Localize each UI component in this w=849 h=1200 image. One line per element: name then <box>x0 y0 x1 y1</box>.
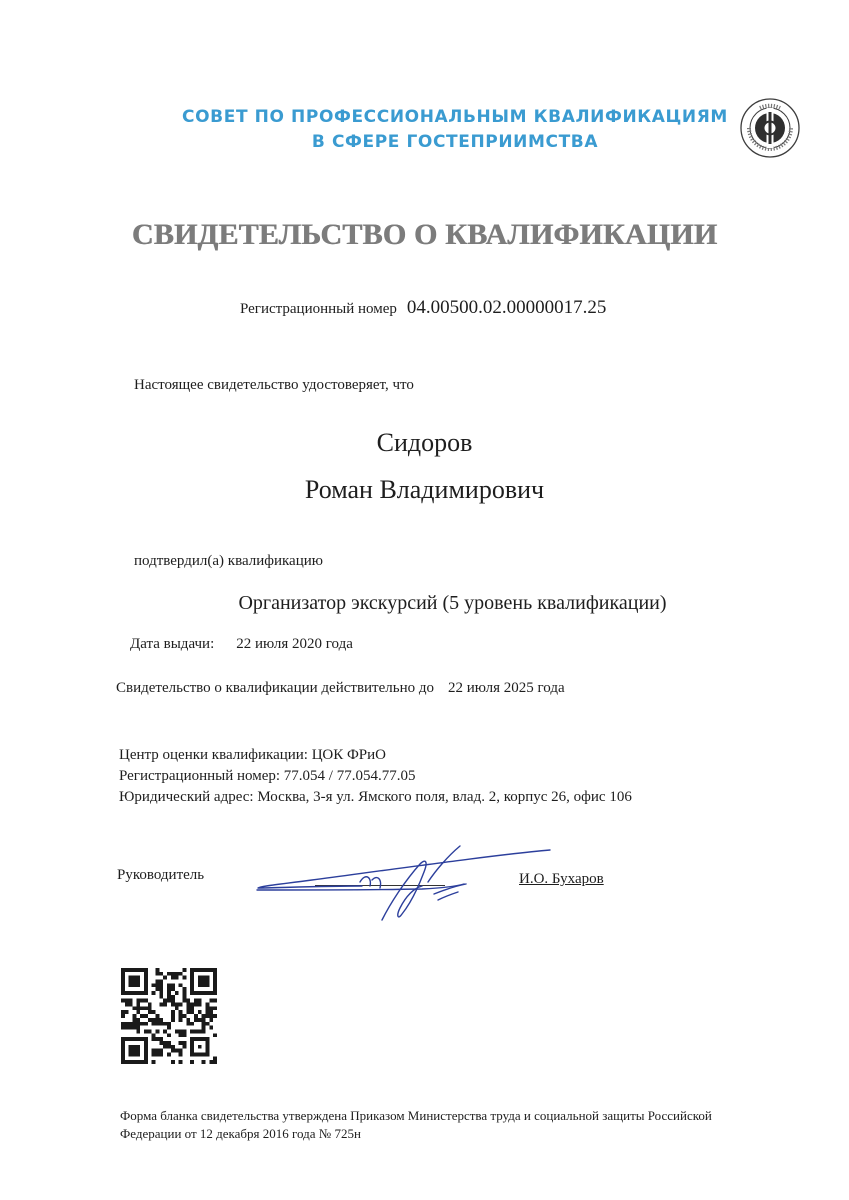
document-title: СВИДЕТЕЛЬСТВО О КВАЛИФИКАЦИИ <box>131 218 718 251</box>
council-heading-line2: В СФЕРЕ ГОСТЕПРИИМСТВА <box>311 132 599 152</box>
assessment-center-address: Юридический адрес: Москва, 3-я ул. Ямского поля, влад. 2, корпус 26, офис 106 <box>119 789 632 805</box>
footer-note-line1: Форма бланка свидетельства утверждена Приказом Министерства труда и социальной защиты Российской <box>120 1108 712 1123</box>
assessment-center-name: Центр оценки квалификации: ЦОК ФРиО <box>119 747 386 763</box>
validity-label: Свидетельство о квалификации действительно до <box>116 680 434 696</box>
council-heading <box>150 105 760 155</box>
head-label: Руководитель <box>117 867 205 883</box>
holder-surname: Сидоров <box>376 428 473 457</box>
qualification-title: Организатор экскурсий (5 уровень квалификации) <box>238 592 667 614</box>
council-emblem-icon <box>740 98 800 158</box>
qr-code-icon <box>121 968 217 1064</box>
registration-number-label: Регистрационный номер <box>240 301 397 317</box>
issue-date-value: 22 июля 2020 года <box>236 636 353 652</box>
issue-date-label: Дата выдачи: <box>130 636 215 652</box>
registration-number-value: 04.00500.02.00000017.25 <box>406 297 607 318</box>
footer-note <box>120 1107 800 1143</box>
validity-date-value: 22 июля 2025 года <box>448 680 565 696</box>
head-name: И.О. Бухаров <box>519 871 604 887</box>
assessment-center-block <box>119 745 632 808</box>
certifies-text: Настоящее свидетельство удостоверяет, что <box>134 377 414 393</box>
assessment-center-reg-number: Регистрационный номер: 77.054 / 77.054.77.05 <box>119 768 416 784</box>
registration-number-line <box>240 297 606 319</box>
validity-line <box>116 680 565 697</box>
issue-date-line <box>130 636 353 653</box>
holder-given-names: Роман Владимирович <box>304 475 545 504</box>
handwritten-signature <box>252 842 552 926</box>
confirmed-text: подтвердил(а) квалификацию <box>134 553 323 569</box>
footer-note-line2: Федерации от 12 декабря 2016 года № 725н <box>120 1126 361 1141</box>
council-heading-line1: СОВЕТ ПО ПРОФЕССИОНАЛЬНЫМ КВАЛИФИКАЦИЯМ <box>182 107 728 127</box>
